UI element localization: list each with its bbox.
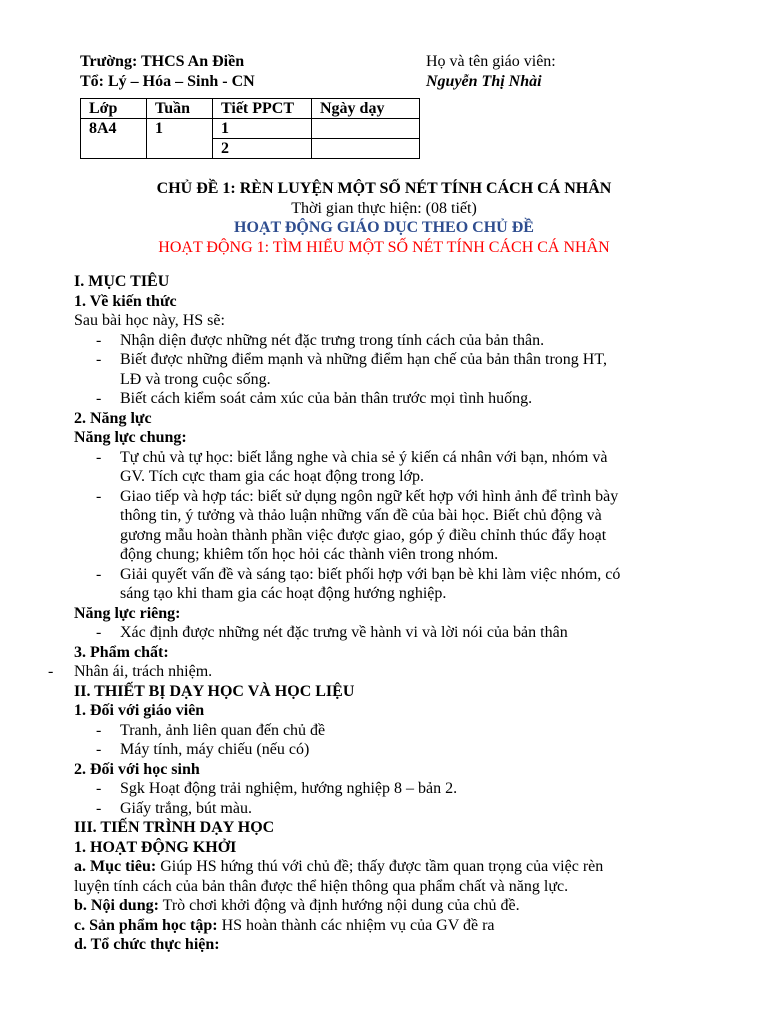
subsection-heading: 1. Đối với giáo viên: [74, 702, 205, 719]
list-item: [74, 799, 694, 819]
list-item-continuation: LĐ và trong cuộc sống.: [120, 370, 271, 388]
header-cell-week: Tuần: [147, 99, 213, 119]
section-heading: I. MỤC TIÊU: [74, 273, 170, 290]
bullet-dash: -: [96, 565, 102, 583]
list-item: [48, 662, 694, 682]
header-cell-date: Ngày dạy: [312, 99, 420, 119]
list-item-continuation: động chung; khiêm tốn học hỏi các thành viên trong nhóm.: [120, 546, 499, 563]
field-text: Trò chơi khởi động và định hướng nội dung của chủ đề.: [158, 897, 520, 914]
field-text: Giúp HS hứng thú với chủ đề; thấy được tầm quan trọng của việc rèn: [156, 858, 604, 875]
objective-line: [74, 857, 694, 877]
organization-line: d. Tổ chức thực hiện:: [74, 936, 220, 953]
list-item: [74, 448, 694, 468]
list-item: [74, 487, 694, 507]
field-text: HS hoàn thành các nhiệm vụ của GV đề ra: [217, 916, 495, 934]
subsection-heading: 1. Về kiến thức: [74, 292, 177, 310]
subsection-heading: Năng lực chung:: [74, 429, 187, 446]
bullet-dash: -: [96, 448, 102, 466]
field-label: b. Nội dung:: [74, 897, 159, 914]
duration-line: Thời gian thực hiện: (08 tiết): [291, 200, 477, 217]
list-item: [74, 389, 694, 409]
content-line: [74, 896, 694, 916]
list-item-text: Giải quyết vấn đề và sáng tạo: biết phối hợp với bạn bè khi làm việc nhóm, có: [120, 565, 621, 583]
teacher-label: Họ và tên giáo viên:: [426, 53, 556, 70]
table-cell-period: 1: [213, 119, 312, 139]
topic-title: CHỦ ĐỀ 1: RÈN LUYỆN MỘT SỐ NÉT TÍNH CÁCH CÁ NHÂN: [156, 180, 612, 197]
list-item-text: Sgk Hoạt động trải nghiệm, hướng nghiệp 8 – bản 2.: [120, 780, 458, 797]
list-item-text: Biết được những điểm mạnh và những điểm hạn chế của bản thân trong HT,: [120, 351, 607, 368]
list-item-text: Xác định được những nét đặc trưng về hành vi và lời nói của bản thân: [120, 624, 568, 641]
header-left: [80, 52, 255, 91]
subsection-heading: 2. Đối với học sinh: [74, 760, 200, 778]
list-item: [74, 721, 694, 741]
schedule-table: [80, 98, 420, 159]
list-item-text: Nhận diện được những nét đặc trưng trong tính cách của bản thân.: [120, 331, 545, 349]
section-heading: III. TIẾN TRÌNH DẠY HỌC: [74, 819, 275, 836]
field-label: c. Sản phẩm học tập:: [74, 916, 218, 934]
bullet-dash: -: [48, 663, 54, 680]
bullet-dash: -: [96, 331, 102, 349]
bullet-dash: -: [96, 390, 102, 407]
product-line: [74, 916, 694, 936]
bullet-dash: -: [96, 780, 102, 797]
subsection-heading: 2. Năng lực: [74, 409, 152, 427]
bullet-dash: -: [96, 487, 102, 505]
list-item: [74, 740, 694, 760]
bullet-dash: -: [96, 721, 102, 739]
header-cell-class: Lớp: [81, 99, 147, 119]
list-item-text: Biết cách kiểm soát cảm xúc của bản thân trước mọi tình huống.: [120, 390, 533, 407]
list-item-text: Tự chủ và tự học: biết lắng nghe và chia sẻ ý kiến cá nhân với bạn, nhóm và: [120, 448, 608, 466]
section-heading: II. THIẾT BỊ DẠY HỌC VÀ HỌC LIỆU: [74, 682, 355, 700]
list-item: [74, 623, 694, 643]
department-group: Tổ: Lý – Hóa – Sinh - CN: [80, 72, 255, 90]
table-row: [81, 119, 420, 139]
list-item-text: Máy tính, máy chiếu (nếu có): [120, 741, 310, 758]
list-item-continuation: GV. Tích cực tham gia các hoạt động trong lớp.: [120, 468, 425, 485]
school-name: Trường: THCS An Điền: [80, 53, 245, 70]
table-cell-date: [312, 119, 420, 139]
list-item: [74, 350, 694, 370]
list-item-continuation: sáng tạo khi tham gia các hoạt động hướng nghiệp.: [120, 585, 447, 602]
list-item-continuation: gương mẫu hoàn thành phần việc được giao, góp ý điều chỉnh thúc đẩy hoạt: [120, 526, 607, 544]
table-cell-class: 8A4: [81, 119, 147, 159]
field-label: a. Mục tiêu:: [74, 858, 157, 875]
lesson-body: [48, 272, 694, 955]
list-item: [74, 565, 694, 585]
table-header-row: [81, 99, 420, 119]
list-item: [74, 779, 694, 799]
subsection-heading: 1. HOẠT ĐỘNG KHỞI: [74, 838, 237, 856]
paragraph: Sau bài học này, HS sẽ:: [74, 312, 225, 329]
bullet-dash: -: [96, 351, 102, 368]
subsection-heading: Năng lực riêng:: [74, 604, 181, 622]
bullet-dash: -: [96, 741, 102, 758]
list-item-continuation: thông tin, ý tưởng và thảo luận những vấn đề của bài học. Biết chủ động và: [120, 507, 602, 524]
activity-type-heading: HOẠT ĐỘNG GIÁO DỤC THEO CHỦ ĐỀ: [234, 219, 534, 236]
list-item-text: Giao tiếp và hợp tác: biết sử dụng ngôn ngữ kết hợp với hình ảnh để trình bày: [120, 487, 619, 505]
header-right: [426, 52, 556, 91]
bullet-dash: -: [96, 624, 102, 641]
list-item: [74, 331, 694, 351]
table-cell-date: [312, 139, 420, 159]
subsection-heading: 3. Phẩm chất:: [74, 643, 169, 661]
paragraph-continuation: luyện tính cách của bản thân được thể hiện thông qua phẩm chất và năng lực.: [74, 877, 569, 895]
bullet-dash: -: [96, 799, 102, 817]
list-item-text: Giấy trắng, bút màu.: [120, 799, 252, 817]
activity-heading: HOẠT ĐỘNG 1: TÌM HIỂU MỘT SỐ NÉT TÍNH CÁCH CÁ NHÂN: [158, 239, 610, 256]
table-cell-week: 1: [147, 119, 213, 159]
list-item-text: Tranh, ảnh liên quan đến chủ đề: [120, 721, 326, 739]
table-cell-period: 2: [213, 139, 312, 159]
teacher-name: Nguyễn Thị Nhài: [426, 72, 542, 90]
header-cell-period: Tiết PPCT: [213, 99, 312, 119]
list-item-text: Nhân ái, trách nhiệm.: [74, 663, 213, 680]
